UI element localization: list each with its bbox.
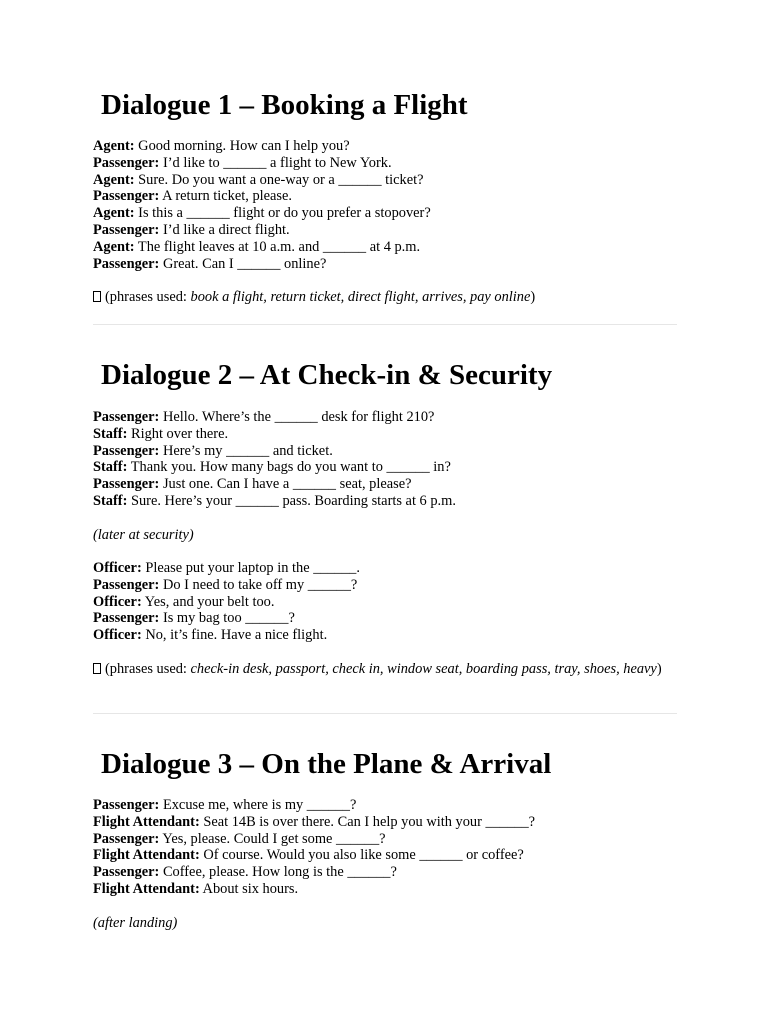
section-divider xyxy=(93,713,677,714)
dialogue-line xyxy=(93,155,677,172)
dialogue-2-security-lines xyxy=(93,560,677,644)
dialogue-line xyxy=(93,409,677,426)
speaker: Staff: xyxy=(93,425,128,442)
speaker: Passenger: xyxy=(93,476,160,493)
dialogue-line xyxy=(93,256,677,273)
speaker: Officer: xyxy=(93,627,142,644)
stage-direction: (after landing) xyxy=(93,915,178,931)
missing-glyph-icon xyxy=(93,663,101,674)
speaker: Officer: xyxy=(93,593,142,610)
dialogue-line xyxy=(93,831,677,848)
line-text: Right over there. xyxy=(127,425,229,442)
dialogue-line xyxy=(93,627,677,644)
dialogue-1-phrases-note xyxy=(93,289,677,306)
speaker: Passenger: xyxy=(93,576,160,593)
speaker: Agent: xyxy=(93,205,135,222)
speaker: Agent: xyxy=(93,171,135,188)
line-text: Please put your laptop in the ______. xyxy=(141,560,360,576)
line-text: A return ticket, please. xyxy=(159,188,293,205)
line-text: Thank you. How many bags do you want to ______ in? xyxy=(127,459,451,476)
line-text: Seat 14B is over there. Can I help you with your ______? xyxy=(199,813,536,830)
note-prefix: (phrases used: xyxy=(105,289,191,305)
speaker: Passenger: xyxy=(93,409,160,425)
dialogue-line xyxy=(93,239,677,256)
line-text: Excuse me, where is my ______? xyxy=(159,797,357,813)
speaker: Officer: xyxy=(93,560,142,576)
dialogue-line xyxy=(93,560,677,577)
speaker: Passenger: xyxy=(93,830,160,847)
speaker: Staff: xyxy=(93,459,128,476)
dialogue-1-title: Dialogue 1 – Booking a Flight xyxy=(101,89,468,121)
missing-glyph-icon xyxy=(93,291,101,302)
line-text: Of course. Would you also like some ______ or coffee? xyxy=(199,847,524,864)
dialogue-2-title: Dialogue 2 – At Check-in & Security xyxy=(101,359,553,391)
dialogue-line xyxy=(93,138,677,155)
line-text: I’d like a direct flight. xyxy=(159,221,290,238)
speaker: Passenger: xyxy=(93,797,160,813)
dialogue-line xyxy=(93,476,677,493)
note-phrases: check-in desk, passport, check in, window seat, boarding pass, tray, shoes, heavy xyxy=(190,661,657,677)
dialogue-2-phrases-note xyxy=(93,661,677,678)
line-text: No, it’s fine. Have a nice flight. xyxy=(141,627,328,644)
line-text: The flight leaves at 10 a.m. and ______ at 4 p.m. xyxy=(134,238,421,255)
speaker: Agent: xyxy=(93,238,135,255)
note-prefix: (phrases used: xyxy=(105,661,191,677)
line-text: Do I need to take off my ______? xyxy=(159,576,358,593)
speaker: Passenger: xyxy=(93,154,160,171)
speaker: Flight Attendant: xyxy=(93,847,200,864)
note-suffix: ) xyxy=(530,289,536,305)
dialogue-line xyxy=(93,459,677,476)
dialogue-line xyxy=(93,594,677,611)
note-suffix: ) xyxy=(656,661,662,677)
dialogue-line xyxy=(93,443,677,460)
dialogue-line xyxy=(93,205,677,222)
line-text: Is this a ______ flight or do you prefer a stopover? xyxy=(134,205,431,222)
line-text: Sure. Do you want a one-way or a ______ ticket? xyxy=(134,171,424,188)
line-text: Just one. Can I have a ______ seat, please? xyxy=(159,476,412,493)
speaker: Passenger: xyxy=(93,188,160,205)
line-text: Here’s my ______ and ticket. xyxy=(159,442,333,459)
dialogue-line xyxy=(93,847,677,864)
line-text: Hello. Where’s the ______ desk for flight 210? xyxy=(159,409,435,425)
dialogue-line xyxy=(93,577,677,594)
speaker: Passenger: xyxy=(93,255,160,272)
dialogue-line xyxy=(93,881,677,898)
dialogue-line xyxy=(93,797,677,814)
speaker: Passenger: xyxy=(93,221,160,238)
line-text: Yes, please. Could I get some ______? xyxy=(159,830,386,847)
stage-direction: (later at security) xyxy=(93,527,194,543)
dialogue-line xyxy=(93,188,677,205)
speaker: Passenger: xyxy=(93,442,160,459)
speaker: Passenger: xyxy=(93,864,160,881)
speaker: Flight Attendant: xyxy=(93,813,200,830)
dialogue-line xyxy=(93,610,677,627)
section-divider xyxy=(93,324,677,325)
dialogue-2-lines xyxy=(93,409,677,510)
speaker: Flight Attendant: xyxy=(93,880,200,897)
dialogue-line xyxy=(93,426,677,443)
dialogue-line xyxy=(93,222,677,239)
speaker: Agent: xyxy=(93,138,135,154)
note-phrases: book a flight, return ticket, direct flight, arrives, pay online xyxy=(190,289,531,305)
dialogue-line xyxy=(93,864,677,881)
line-text: Yes, and your belt too. xyxy=(141,593,275,610)
line-text: Sure. Here’s your ______ pass. Boarding starts at 6 p.m. xyxy=(127,492,456,509)
dialogue-line xyxy=(93,493,677,510)
dialogue-line xyxy=(93,814,677,831)
speaker: Staff: xyxy=(93,492,128,509)
speaker: Passenger: xyxy=(93,610,160,627)
line-text: About six hours. xyxy=(199,880,299,897)
line-text: I’d like to ______ a flight to New York. xyxy=(159,154,392,171)
dialogue-line xyxy=(93,172,677,189)
line-text: Coffee, please. How long is the ______? xyxy=(159,864,397,881)
line-text: Good morning. How can I help you? xyxy=(134,138,350,154)
line-text: Is my bag too ______? xyxy=(159,610,295,627)
dialogue-3-title: Dialogue 3 – On the Plane & Arrival xyxy=(101,748,552,780)
line-text: Great. Can I ______ online? xyxy=(159,255,327,272)
dialogue-1-lines xyxy=(93,138,677,272)
dialogue-3-lines xyxy=(93,797,677,898)
